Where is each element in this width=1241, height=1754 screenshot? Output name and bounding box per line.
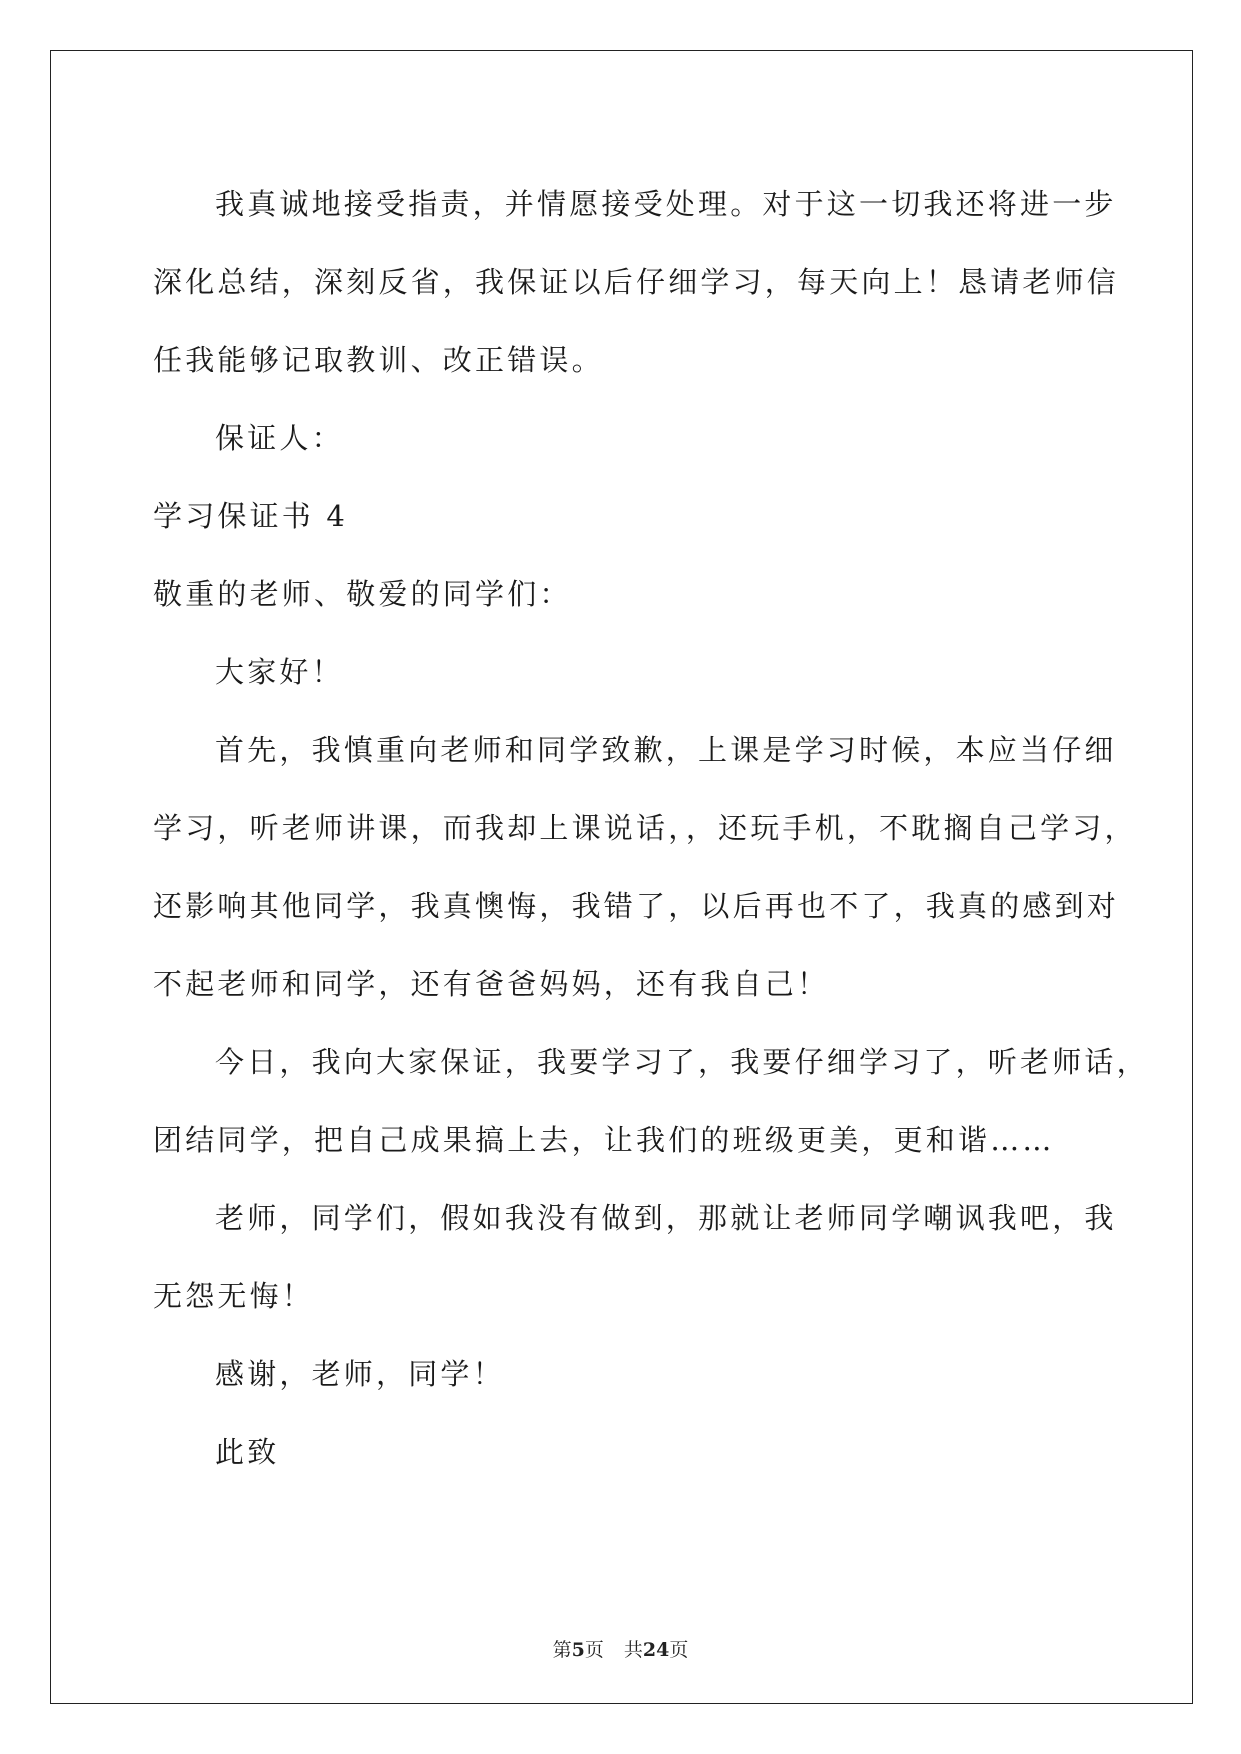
paragraph-line: 任我能够记取教训、改正错误。 bbox=[153, 343, 604, 377]
paragraph-line: 还影响其他同学，我真懊悔，我错了，以后再也不了，我真的感到对 bbox=[153, 889, 1120, 923]
document-body bbox=[153, 165, 1149, 1491]
page-number: 5 bbox=[571, 1639, 585, 1661]
paragraph-line: 无怨无悔！ bbox=[153, 1279, 315, 1313]
greeting: 大家好！ bbox=[215, 655, 344, 689]
total-prefix: 共 bbox=[623, 1639, 643, 1661]
thanks-line: 感谢，老师，同学！ bbox=[215, 1357, 505, 1391]
paragraph-line: 今日，我向大家保证，我要学习了，我要仔细学习了，听老师话， bbox=[215, 1045, 1149, 1079]
salutation: 敬重的老师、敬爱的同学们： bbox=[153, 577, 572, 611]
closing-line: 此致 bbox=[215, 1435, 280, 1469]
signature-label: 保证人： bbox=[215, 421, 344, 455]
paragraph-line: 学习，听老师讲课，而我却上课说话，，还玩手机，不耽搁自己学习， bbox=[153, 811, 1137, 845]
page-prefix: 第 bbox=[552, 1639, 572, 1661]
page-suffix: 页 bbox=[584, 1639, 604, 1661]
page-total: 24 bbox=[642, 1639, 670, 1661]
paragraph-line: 我真诚地接受指责，并情愿接受处理。对于这一切我还将进一步 bbox=[215, 187, 1117, 221]
paragraph-line: 团结同学，把自己成果搞上去，让我们的班级更美，更和谐…… bbox=[153, 1123, 1055, 1157]
paragraph-line: 老师，同学们，假如我没有做到，那就让老师同学嘲讽我吧，我 bbox=[215, 1201, 1117, 1235]
paragraph-line: 不起老师和同学，还有爸爸妈妈，还有我自己！ bbox=[153, 967, 830, 1001]
section-title: 学习保证书 4 bbox=[153, 499, 349, 533]
paragraph-line: 深化总结，深刻反省，我保证以后仔细学习，每天向上！恳请老师信 bbox=[153, 265, 1120, 299]
paragraph-line: 首先，我慎重向老师和同学致歉，上课是学习时候，本应当仔细 bbox=[215, 733, 1117, 767]
page-footer bbox=[0, 1635, 1241, 1662]
total-suffix: 页 bbox=[669, 1639, 689, 1661]
